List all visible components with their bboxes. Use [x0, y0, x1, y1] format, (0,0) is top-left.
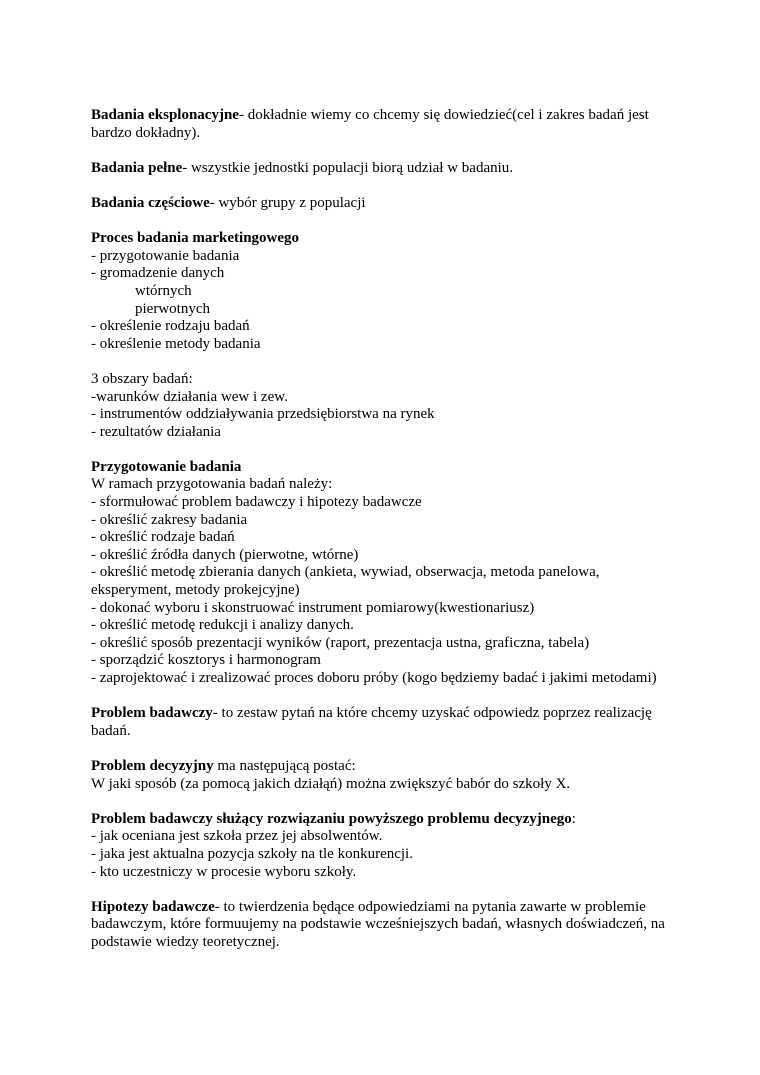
- definition-text: - to zestaw pytań na które chcemy uzyskać odpowiedz poprzez realizację badań.: [91, 705, 652, 739]
- heading-text: Problem badawczy służący rozwiązaniu powyższego problemu decyzyjnego: [91, 810, 572, 827]
- list-item: - określić metodę redukcji i analizy danych.: [91, 617, 354, 634]
- list-item: - kto uczestniczy w procesie wyboru szkoły.: [91, 863, 357, 880]
- list-item: - określenie metody badania: [91, 335, 261, 352]
- definition-text: - to twierdzenia będące odpowiedziami na pytania zawarte w problemie badawczym, które formuujemy na podstawie wcześniejszych badań, własnych doświadczeń, na podstawie wiedzy teoretycznej.: [91, 898, 665, 950]
- list-item: - przygotowanie badania: [91, 247, 240, 264]
- definition-text: - dokładnie wiemy co chcemy się dowiedzieć(cel i zakres badań jest bardzo dokładny).: [91, 107, 649, 141]
- definition-badania-pelne: [91, 160, 681, 178]
- list-subitem: wtórnych: [135, 282, 192, 299]
- list-item: - jaka jest aktualna pozycja szkoły na tle konkurencji.: [91, 845, 413, 862]
- section-heading-problem-sluzacy: [91, 811, 681, 829]
- term: Badania pełne: [91, 159, 183, 176]
- list-item: - dokonać wyboru i skonstruować instrument pomiarowy(kwestionariusz): [91, 599, 535, 616]
- term: Badania eksplonacyjne: [91, 107, 239, 123]
- list-item: - instrumentów oddziaływania przedsiębiorstwa na rynek: [91, 406, 435, 423]
- term: Problem badawczy: [91, 705, 213, 722]
- przygotowanie-intro: W ramach przygotowania badań należy:: [91, 476, 333, 493]
- term: Badania częściowe: [91, 194, 210, 211]
- list-item: - określić rodzaje badań: [91, 529, 235, 546]
- list-item: - rezultatów działania: [91, 423, 221, 440]
- definition-badania-czesciowe: [91, 195, 681, 213]
- section-heading-przygotowanie: Przygotowanie badania: [91, 458, 242, 475]
- list-item: - sformułować problem badawczy i hipotezy badawcze: [91, 494, 422, 511]
- list-item: - określić metodę zbierania danych (ankieta, wywiad, obserwacja, metoda panelowa, eksperyment, metody prokejcyjne): [91, 564, 600, 599]
- definition-text: - wybór grupy z populacji: [209, 194, 366, 211]
- term: Problem decyzyjny: [91, 757, 214, 774]
- list-item: - jak oceniana jest szkoła przez jej absolwentów.: [91, 828, 383, 845]
- list-item: - określić źródła danych (pierwotne, wtórne): [91, 546, 359, 563]
- definition-badania-eksplonacyjne: [91, 107, 681, 142]
- list-item: - zaprojektować i zrealizować proces doboru próby (kogo będziemy badać i jakimi metodami): [91, 670, 657, 686]
- heading-colon: :: [571, 810, 576, 827]
- list-subitem: pierwotnych: [135, 300, 210, 317]
- list-item: - gromadzenie danych: [91, 265, 225, 282]
- definition-hipotezy-badawcze: [91, 899, 681, 952]
- document-page: [91, 107, 681, 952]
- list-item: - sporządzić kosztorys i harmonogram: [91, 652, 321, 669]
- definition-text: - wszystkie jednostki populacji biorą udział w badaniu.: [182, 159, 514, 176]
- list-item: - określić zakresy badania: [91, 511, 248, 528]
- term: Hipotezy badawcze: [91, 898, 215, 915]
- list-item: - określenie rodzaju badań: [91, 318, 250, 335]
- problem-decyzyjny-example: W jaki sposób (za pomocą jakich działąń) można zwiększyć babór do szkoły X.: [91, 775, 571, 792]
- definition-problem-badawczy: [91, 705, 681, 740]
- definition-text: ma następującą postać:: [213, 757, 356, 774]
- section-heading-proces: Proces badania marketingowego: [91, 230, 300, 247]
- obszary-intro: 3 obszary badań:: [91, 370, 193, 387]
- definition-problem-decyzyjny: [91, 758, 681, 776]
- list-item: -warunków działania wew i zew.: [91, 388, 288, 405]
- list-item: - określić sposób prezentacji wyników (raport, prezentacja ustna, graficzna, tabela): [91, 634, 590, 651]
